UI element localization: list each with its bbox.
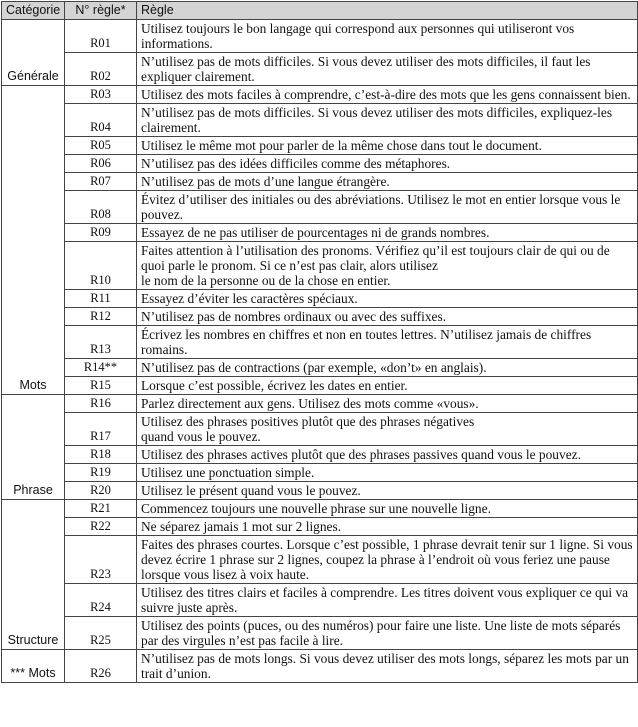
rule-number-cell: R02: [65, 53, 137, 86]
rule-number-cell: R16: [65, 395, 137, 413]
rule-text-cell: N’utilisez pas de mots difficiles. Si vous devez utiliser des mots difficiles, expliquez-les clairement.: [137, 104, 638, 137]
table-row: [2, 446, 638, 464]
rule-text-cell: Utilisez une ponctuation simple.: [137, 464, 638, 482]
table-row: [2, 86, 638, 104]
rule-number-cell: R22: [65, 518, 137, 536]
table-row: [2, 173, 638, 191]
rule-text-cell: Utilisez le même mot pour parler de la même chose dans tout le document.: [137, 137, 638, 155]
rule-text-cell: N’utilisez pas de mots difficiles. Si vous devez utiliser des mots difficiles, il faut les expliquer clairement.: [137, 53, 638, 86]
category-cell: Structure: [2, 500, 65, 650]
table-row: [2, 155, 638, 173]
table-row: [2, 395, 638, 413]
rule-number-cell: R03: [65, 86, 137, 104]
rule-text-cell: Faites attention à l’utilisation des pronoms. Vérifiez qu’il est toujours clair de qui ou de quoi parle le pronom. Si ce n’est pas clair, alors utilisez le nom de la personne ou de la chose en entier.: [137, 242, 638, 290]
rule-text-cell: Ne séparez jamais 1 mot sur 2 lignes.: [137, 518, 638, 536]
rule-text-cell: Utilisez le présent quand vous le pouvez.: [137, 482, 638, 500]
rule-text-cell: Parlez directement aux gens. Utilisez des mots comme «vous».: [137, 395, 638, 413]
rule-number-cell: R17: [65, 413, 137, 446]
table-row: [2, 413, 638, 446]
table-row: [2, 20, 638, 53]
table-row: [2, 464, 638, 482]
rule-number-cell: R06: [65, 155, 137, 173]
rule-text-cell: Essayez de ne pas utiliser de pourcentages ni de grands nombres.: [137, 224, 638, 242]
rule-text-cell: Écrivez les nombres en chiffres et non en toutes lettres. N’utilisez jamais de chiffres romains.: [137, 326, 638, 359]
rule-text-cell: Commencez toujours une nouvelle phrase sur une nouvelle ligne.: [137, 500, 638, 518]
rule-text-cell: N’utilisez pas des idées difficiles comme des métaphores.: [137, 155, 638, 173]
table-row: [2, 53, 638, 86]
table-row: [2, 104, 638, 137]
rule-number-cell: R01: [65, 20, 137, 53]
rule-number-cell: R13: [65, 326, 137, 359]
rule-number-cell: R24: [65, 584, 137, 617]
header-rule: Règle: [137, 2, 638, 20]
rule-number-cell: R26: [65, 650, 137, 683]
rule-number-cell: R11: [65, 290, 137, 308]
rule-number-cell: R10: [65, 242, 137, 290]
rules-table: [1, 1, 638, 683]
table-row: [2, 584, 638, 617]
rule-text-cell: N’utilisez pas de mots longs. Si vous devez utiliser des mots longs, séparez les mots par un trait d’union.: [137, 650, 638, 683]
rule-number-cell: R04: [65, 104, 137, 137]
rule-number-cell: R05: [65, 137, 137, 155]
table-row: [2, 650, 638, 683]
rule-text-cell: Faites des phrases courtes. Lorsque c’est possible, 1 phrase devrait tenir sur 1 ligne. Si vous devez écrire 1 phrase sur 2 lignes, coupez la phrase à l’endroit où vous feriez une pause lorsque vous lisez à voix haute.: [137, 536, 638, 584]
rule-number-cell: R23: [65, 536, 137, 584]
table-row: [2, 518, 638, 536]
rule-number-cell: R25: [65, 617, 137, 650]
table-row: [2, 500, 638, 518]
header-rule-number: N° règle*: [65, 2, 137, 20]
rule-text-cell: Utilisez des phrases actives plutôt que des phrases passives quand vous le pouvez.: [137, 446, 638, 464]
rule-text-cell: Utilisez toujours le bon langage qui correspond aux personnes qui utiliseront vos informations.: [137, 20, 638, 53]
table-row: [2, 308, 638, 326]
table-row: [2, 536, 638, 584]
table-row: [2, 326, 638, 359]
rule-text-cell: Utilisez des points (puces, ou des numéros) pour faire une liste. Une liste de mots séparés par des virgules n’est pas facile à lire.: [137, 617, 638, 650]
rule-text-cell: N’utilisez pas de mots d’une langue étrangère.: [137, 173, 638, 191]
table-row: [2, 137, 638, 155]
table-row: [2, 359, 638, 377]
rule-number-cell: R15: [65, 377, 137, 395]
category-cell: *** Mots: [2, 650, 65, 683]
rule-text-cell: Lorsque c’est possible, écrivez les dates en entier.: [137, 377, 638, 395]
rule-number-cell: R18: [65, 446, 137, 464]
category-cell: Phrase: [2, 395, 65, 500]
rule-number-cell: R19: [65, 464, 137, 482]
rule-number-cell: R20: [65, 482, 137, 500]
category-cell: Mots: [2, 86, 65, 395]
rule-number-cell: R21: [65, 500, 137, 518]
rule-text-cell: Essayez d’éviter les caractères spéciaux.: [137, 290, 638, 308]
table-header: [2, 2, 638, 20]
rule-number-cell: R08: [65, 191, 137, 224]
table-row: [2, 191, 638, 224]
rule-text-cell: Utilisez des mots faciles à comprendre, c’est-à-dire des mots que les gens connaissent bien.: [137, 86, 638, 104]
table-body: [2, 20, 638, 683]
rule-number-cell: R12: [65, 308, 137, 326]
rule-text-cell: Utilisez des phrases positives plutôt que des phrases négatives quand vous le pouvez.: [137, 413, 638, 446]
table-row: [2, 290, 638, 308]
header-row: [2, 2, 638, 20]
rule-text-cell: Évitez d’utiliser des initiales ou des abréviations. Utilisez le mot en entier lorsque vous le pouvez.: [137, 191, 638, 224]
rule-number-cell: R14**: [65, 359, 137, 377]
table-row: [2, 617, 638, 650]
rule-text-cell: N’utilisez pas de nombres ordinaux ou avec des suffixes.: [137, 308, 638, 326]
rule-text-cell: N’utilisez pas de contractions (par exemple, «don’t» en anglais).: [137, 359, 638, 377]
table-row: [2, 242, 638, 290]
rule-text-cell: Utilisez des titres clairs et faciles à comprendre. Les titres doivent vous expliquer ce qui va suivre juste après.: [137, 584, 638, 617]
table-row: [2, 377, 638, 395]
header-category: Catégorie: [2, 2, 65, 20]
rule-number-cell: R07: [65, 173, 137, 191]
category-cell: Générale: [2, 20, 65, 86]
rule-number-cell: R09: [65, 224, 137, 242]
table-row: [2, 224, 638, 242]
table-row: [2, 482, 638, 500]
